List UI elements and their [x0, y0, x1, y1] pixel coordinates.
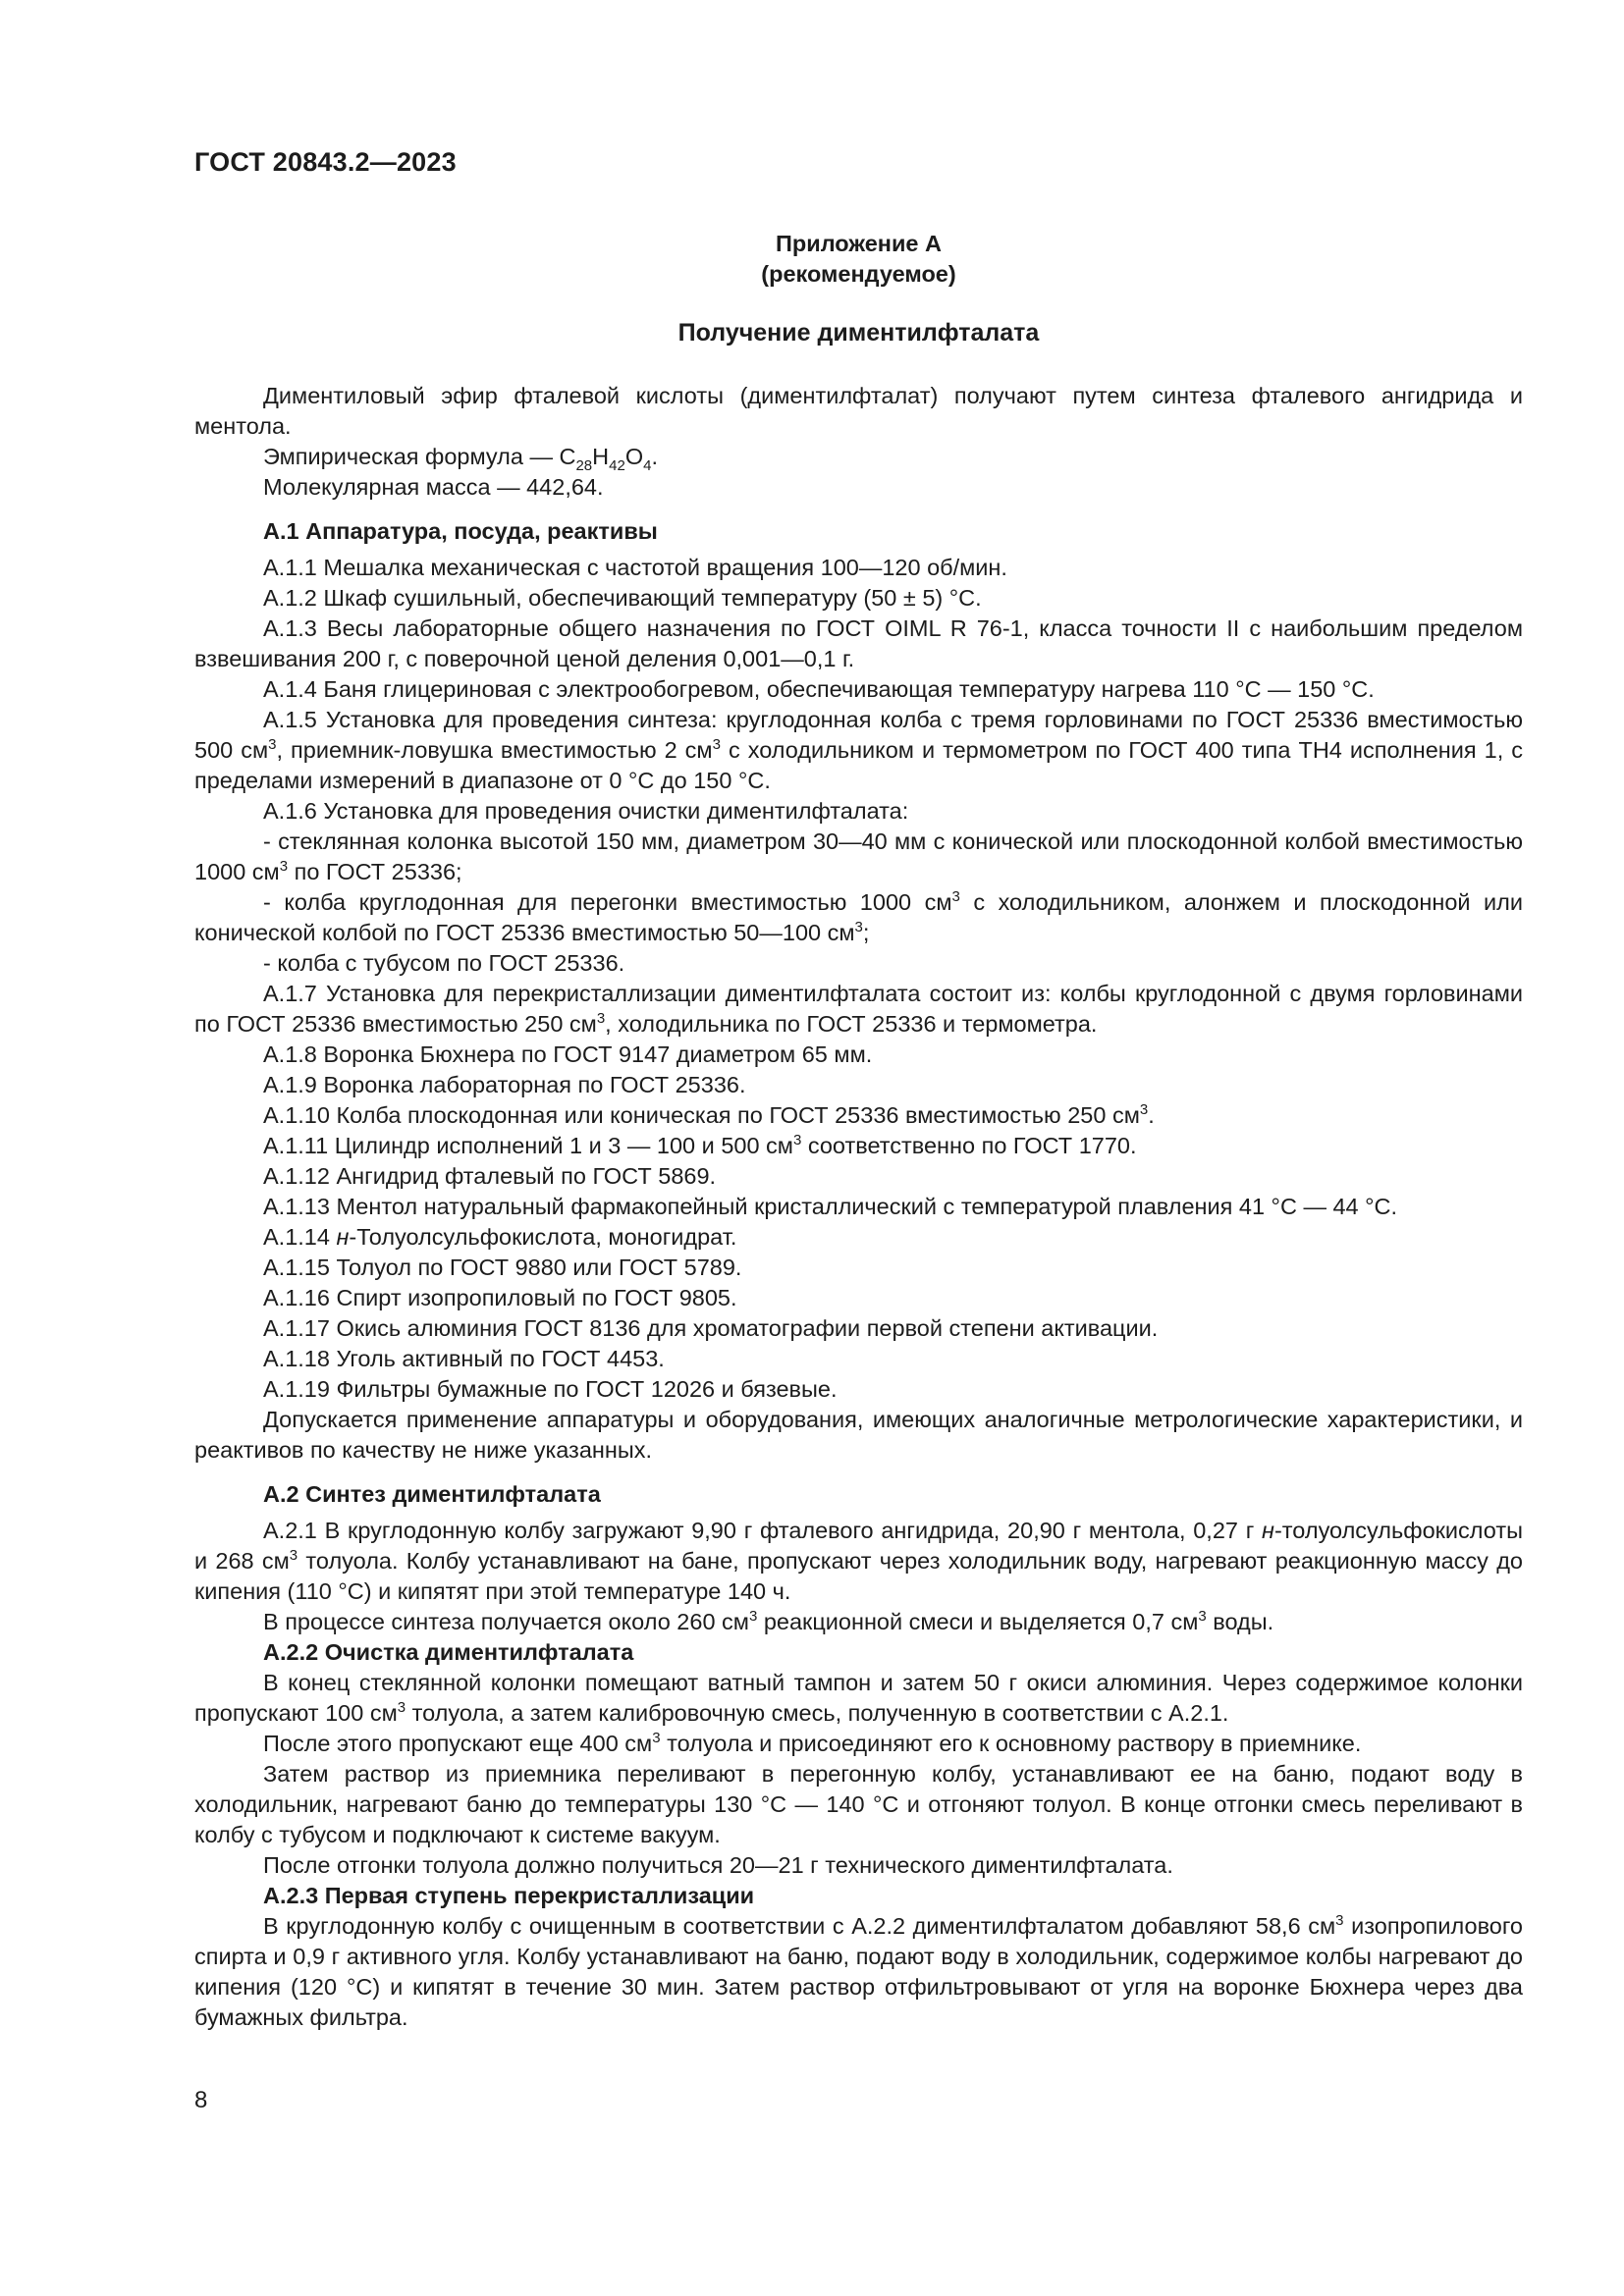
section-heading-a2-2: А.2.2 Очистка диментилфталата [263, 1639, 634, 1665]
item-a1-18: А.1.18 Уголь активный по ГОСТ 4453. [263, 1346, 665, 1371]
paragraph-a2-2-4: После отгонки толуола должно получиться 20—21 г технического диментилфталата. [263, 1852, 1173, 1878]
item-a1-16: А.1.16 Спирт изопропиловый по ГОСТ 9805. [263, 1285, 737, 1310]
annex-status: (рекомендуемое) [761, 261, 956, 287]
item-a1-15: А.1.15 Толуол по ГОСТ 9880 или ГОСТ 5789. [263, 1255, 742, 1280]
document-header: ГОСТ 20843.2—2023 [194, 147, 457, 177]
annex-label-block [194, 229, 1523, 290]
item-a1-6-dash-2: - колба круглодонная для перегонки вместимостью 1000 $см^3$ с холодильником, алонжем и плоскодонной или конической колбой по ГОСТ 25336 вместимостью 50—100 $см^3$; [194, 888, 1523, 945]
item-a1-8: А.1.8 Воронка Бюхнера по ГОСТ 9147 диаметром 65 мм. [263, 1041, 873, 1067]
intro-paragraph: Диментиловый эфир фталевой кислоты (диментилфталат) получают путем синтеза фталевого ангидрида и ментола. [194, 383, 1523, 439]
paragraph-a2-2-2: После этого пропускают еще 400 $см^3$ толуола и присоединяют его к основному раствору в приемнике. [263, 1730, 1362, 1756]
section-heading-a2-3: А.2.3 Первая ступень перекристаллизации [263, 1883, 755, 1908]
paragraph-a2-1-yield: В процессе синтеза получается около 260 $см^3$ реакционной смеси и выделяется 0,7 $см^3$ воды. [263, 1608, 1274, 1634]
equipment-note: Допускается применение аппаратуры и оборудования, имеющих аналогичные метрологические характеристики, и реактивов по качеству не ниже указанных. [194, 1407, 1523, 1463]
item-a1-11: А.1.11 Цилиндр исполнений 1 и 3 — 100 и 500 $см^3$ соответственно по ГОСТ 1770. [263, 1132, 1137, 1158]
item-a1-5: А.1.5 Установка для проведения синтеза: круглодонная колба с тремя горловинами по ГОСТ 25336 вместимостью 500 $см^3$, приемник-ловушка вместимостью 2 $см^3$ с холодильником и термометром по ГОСТ 400 типа ТН4 исполнения 1, с пределами измерений в диапазоне от 0 °С до 150 °С. [194, 707, 1523, 793]
paragraph-a2-3-1: В круглодонную колбу с очищенным в соответствии с А.2.2 диментилфталатом добавляют 58,6 $см^3$ изопропилового спирта и 0,9 г активного угля. Колбу устанавливают на баню, подают воду в холодильник, содержимое колбы нагревают до кипения (120 °С) и кипятят в течение 30 мин. Затем раствор отфильтровывают от угля на воронке Бюхнера через два бумажных фильтра. [194, 1912, 1523, 2030]
document-body [194, 381, 1523, 2033]
annex-title: Получение диментилфталата [677, 319, 1040, 347]
section-heading-a1: А.1 Аппаратура, посуда, реактивы [263, 518, 658, 544]
item-a1-6-dash-1: - стеклянная колонка высотой 150 мм, диаметром 30—40 мм с конической или плоскодонной колбой вместимостью 1000 $см^3$ по ГОСТ 25336; [194, 828, 1523, 884]
item-a1-17: А.1.17 Окись алюминия ГОСТ 8136 для хроматографии первой степени активации. [263, 1315, 1159, 1341]
paragraph-a2-2-3: Затем раствор из приемника переливают в перегонную колбу, устанавливают ее на баню, подают воду в холодильник, нагревают баню до температуры 130 °С — 140 °С и отгоняют толуол. В конце отгонки смесь переливают в колбу с тубусом и подключают к системе вакуум. [194, 1761, 1523, 1847]
item-a1-6-dash-3: - колба с тубусом по ГОСТ 25336. [263, 950, 625, 976]
molecular-mass: Молекулярная масса — 442,64. [263, 474, 604, 500]
paragraph-a2-1: А.2.1 В круглодонную колбу загружают 9,90 г фталевого ангидрида, 20,90 г ментола, 0,27 г н-толуолсульфокислоты и 268 $см^3$ толуола. Колбу устанавливают на бане, пропускают через холодильник воду, нагревают реакционную массу до кипения (110 °С) и кипятят при этой температуре 140 ч. [194, 1518, 1523, 1604]
page-number: 8 [194, 2087, 208, 2113]
item-a1-6: А.1.6 Установка для проведения очистки диментилфталата: [263, 798, 909, 824]
annex-label: Приложение А [776, 231, 942, 256]
formula-line: Эмпирическая формула — $C_{28}H_{42}O_4$. [263, 444, 658, 474]
item-a1-1: А.1.1 Мешалка механическая с частотой вращения 100—120 об/мин. [263, 555, 1007, 580]
item-a1-2: А.1.2 Шкаф сушильный, обеспечивающий температуру (50 ± 5) °С. [263, 585, 982, 611]
item-a1-3: А.1.3 Весы лабораторные общего назначения по ГОСТ OIML R 76-1, класса точности II с наибольшим пределом взвешивания 200 г, с поверочной ценой деления 0,001—0,1 г. [194, 615, 1523, 671]
paragraph-a2-2-1: В конец стеклянной колонки помещают ватный тампон и затем 50 г окиси алюминия. Через содержимое колонки пропускают 100 $см^3$ толуола, а затем калибровочную смесь, полученную в соответствии с А.2.1. [194, 1670, 1523, 1726]
section-heading-a2: А.2 Синтез диментилфталата [263, 1481, 601, 1507]
item-a1-19: А.1.19 Фильтры бумажные по ГОСТ 12026 и бязевые. [263, 1376, 838, 1402]
item-a1-13: А.1.13 Ментол натуральный фармакопейный кристаллический с температурой плавления 41 °С — 44 °С. [263, 1194, 1398, 1219]
item-a1-14: А.1.14 н-Толуолсульфокислота, моногидрат. [263, 1224, 737, 1250]
item-a1-9: А.1.9 Воронка лабораторная по ГОСТ 25336. [263, 1072, 746, 1097]
item-a1-12: А.1.12 Ангидрид фталевый по ГОСТ 5869. [263, 1163, 717, 1189]
item-a1-10: А.1.10 Колба плоскодонная или коническая по ГОСТ 25336 вместимостью 250 $см^3$. [263, 1101, 1155, 1128]
item-a1-4: А.1.4 Баня глицериновая с электрообогревом, обеспечивающая температуру нагрева 110 °С — 150 °С. [263, 676, 1375, 702]
item-a1-7: А.1.7 Установка для перекристаллизации диментилфталата состоит из: колбы круглодонной с двумя горловинами по ГОСТ 25336 вместимостью 250 $см^3$, холодильника по ГОСТ 25336 и термометра. [194, 981, 1523, 1037]
